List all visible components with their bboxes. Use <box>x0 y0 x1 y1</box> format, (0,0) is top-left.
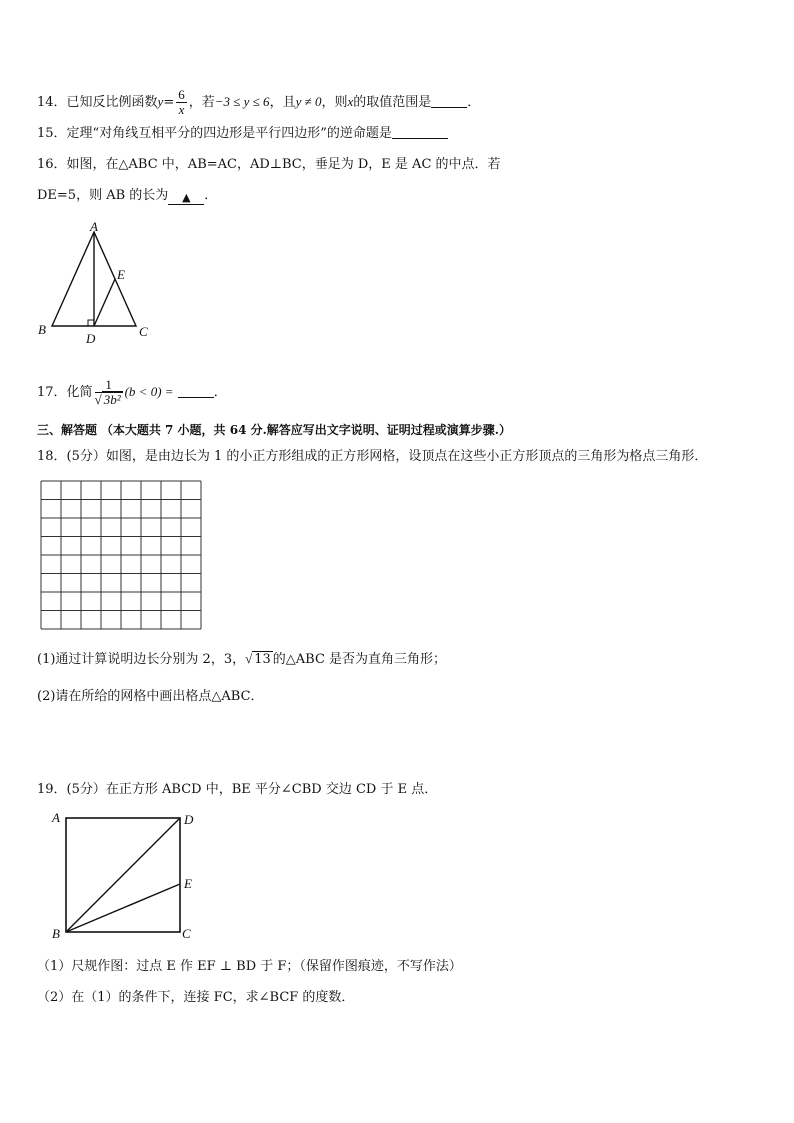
label-c: C <box>139 324 148 339</box>
question-18 <box>37 448 707 466</box>
label-b: B <box>52 926 60 941</box>
q17-frac-num: 1 <box>95 378 123 393</box>
q17-radicand: 3b² <box>103 392 121 407</box>
q14-stem: 14．已知反比例函数 <box>37 95 158 110</box>
q14-range: −3 ≤ y ≤ 6 <box>214 94 270 109</box>
q16-ask: DE=5，则 AB 的长为 <box>37 188 169 203</box>
question-19-part1 <box>37 958 462 976</box>
question-18-part1 <box>37 650 446 669</box>
section-title: 三、解答题 <box>37 423 98 437</box>
question-16-line2 <box>37 187 217 205</box>
q19-part2-text: （2）在（1）的条件下，连接 FC，求∠BCF 的度数． <box>37 990 355 1005</box>
q14-frac-den: x <box>178 102 185 117</box>
q19-square-figure <box>48 808 208 944</box>
segment-de <box>94 279 115 326</box>
q18-stem: 18．(5分）如图，是由边长为 1 的小正方形组成的正方形网格，设顶点在这些小正方形顶点的三角形为格点三角形． <box>37 449 708 464</box>
question-14 <box>37 88 480 117</box>
label-e: E <box>117 267 125 282</box>
label-e: E <box>184 876 192 891</box>
q17-answer-blank[interactable] <box>178 384 214 398</box>
q16-triangle-figure <box>30 218 160 348</box>
segment-be <box>66 884 180 932</box>
q14-end: ． <box>467 95 481 110</box>
q19-stem: 19．(5分）在正方形 ABCD 中，BE 平分∠CBD 交边 CD 于 E 点． <box>37 782 438 797</box>
q14-neq: y ≠ 0 <box>295 94 322 109</box>
label-a: A <box>90 219 98 234</box>
q16-end: ． <box>204 188 218 203</box>
q18-part1-text: (1)通过计算说明边长分别为 2，3， <box>37 652 246 667</box>
q16-stem: 16．如图，在△ABC 中，AB=AC，AD⊥BC，垂足为 D，E 是 AC 的中点．若 <box>37 157 501 172</box>
q19-part1-text: （1）尺规作图：过点 E 作 EF ⊥ BD 于 F；（保留作图痕迹，不写作法） <box>37 959 462 974</box>
q14-x: x <box>347 94 354 109</box>
q17-end: ． <box>213 385 227 400</box>
q14-and: ，且 <box>269 95 296 110</box>
q17-frac-den <box>95 393 123 407</box>
right-angle-mark <box>88 320 94 326</box>
q14-then: ，则 <box>321 95 348 110</box>
q17-condition: (b < 0) = <box>124 384 174 399</box>
section-note: （本大题共 7 小题，共 64 分.解答应写出文字说明、证明过程或演算步骤.） <box>100 423 511 437</box>
label-d: D <box>86 331 96 346</box>
label-b: B <box>38 322 46 337</box>
q18-radicand: 13 <box>254 652 271 667</box>
section-3-heading <box>37 421 511 439</box>
question-16-line1 <box>37 156 501 174</box>
q14-eq: = <box>163 95 175 110</box>
q14-ask: 的取值范围是 <box>353 95 432 110</box>
diagonal-bd <box>66 818 180 932</box>
q14-frac-num: 6 <box>178 87 185 102</box>
q16-answer-blank[interactable]: ▲ <box>168 191 204 205</box>
q15-answer-blank[interactable] <box>392 125 448 139</box>
label-c: C <box>182 926 191 941</box>
question-18-part2 <box>37 688 264 706</box>
question-15 <box>37 125 448 143</box>
q14-mid: ，若 <box>188 95 215 110</box>
q14-answer-blank[interactable] <box>431 94 467 108</box>
q14-fraction <box>176 88 187 117</box>
question-19-part2 <box>37 989 354 1007</box>
q17-fraction <box>95 378 123 407</box>
question-19 <box>37 781 437 799</box>
q18-square-grid[interactable] <box>40 480 202 632</box>
q15-stem: 15．定理“对角线互相平分的四边形是平行四边形”的逆命题是 <box>37 126 392 141</box>
question-17 <box>37 378 227 407</box>
label-a: A <box>52 810 60 825</box>
q17-stem: 17．化简 <box>37 385 93 400</box>
label-d: D <box>184 812 194 827</box>
q18-part2-text: (2)请在所给的网格中画出格点△ABC． <box>37 689 264 704</box>
sqrt-icon: √ <box>245 651 253 666</box>
q18-part1-end: 的△ABC 是否为直角三角形； <box>272 652 447 667</box>
q14-y: y <box>157 94 164 109</box>
sqrt-icon: √ <box>94 392 102 407</box>
